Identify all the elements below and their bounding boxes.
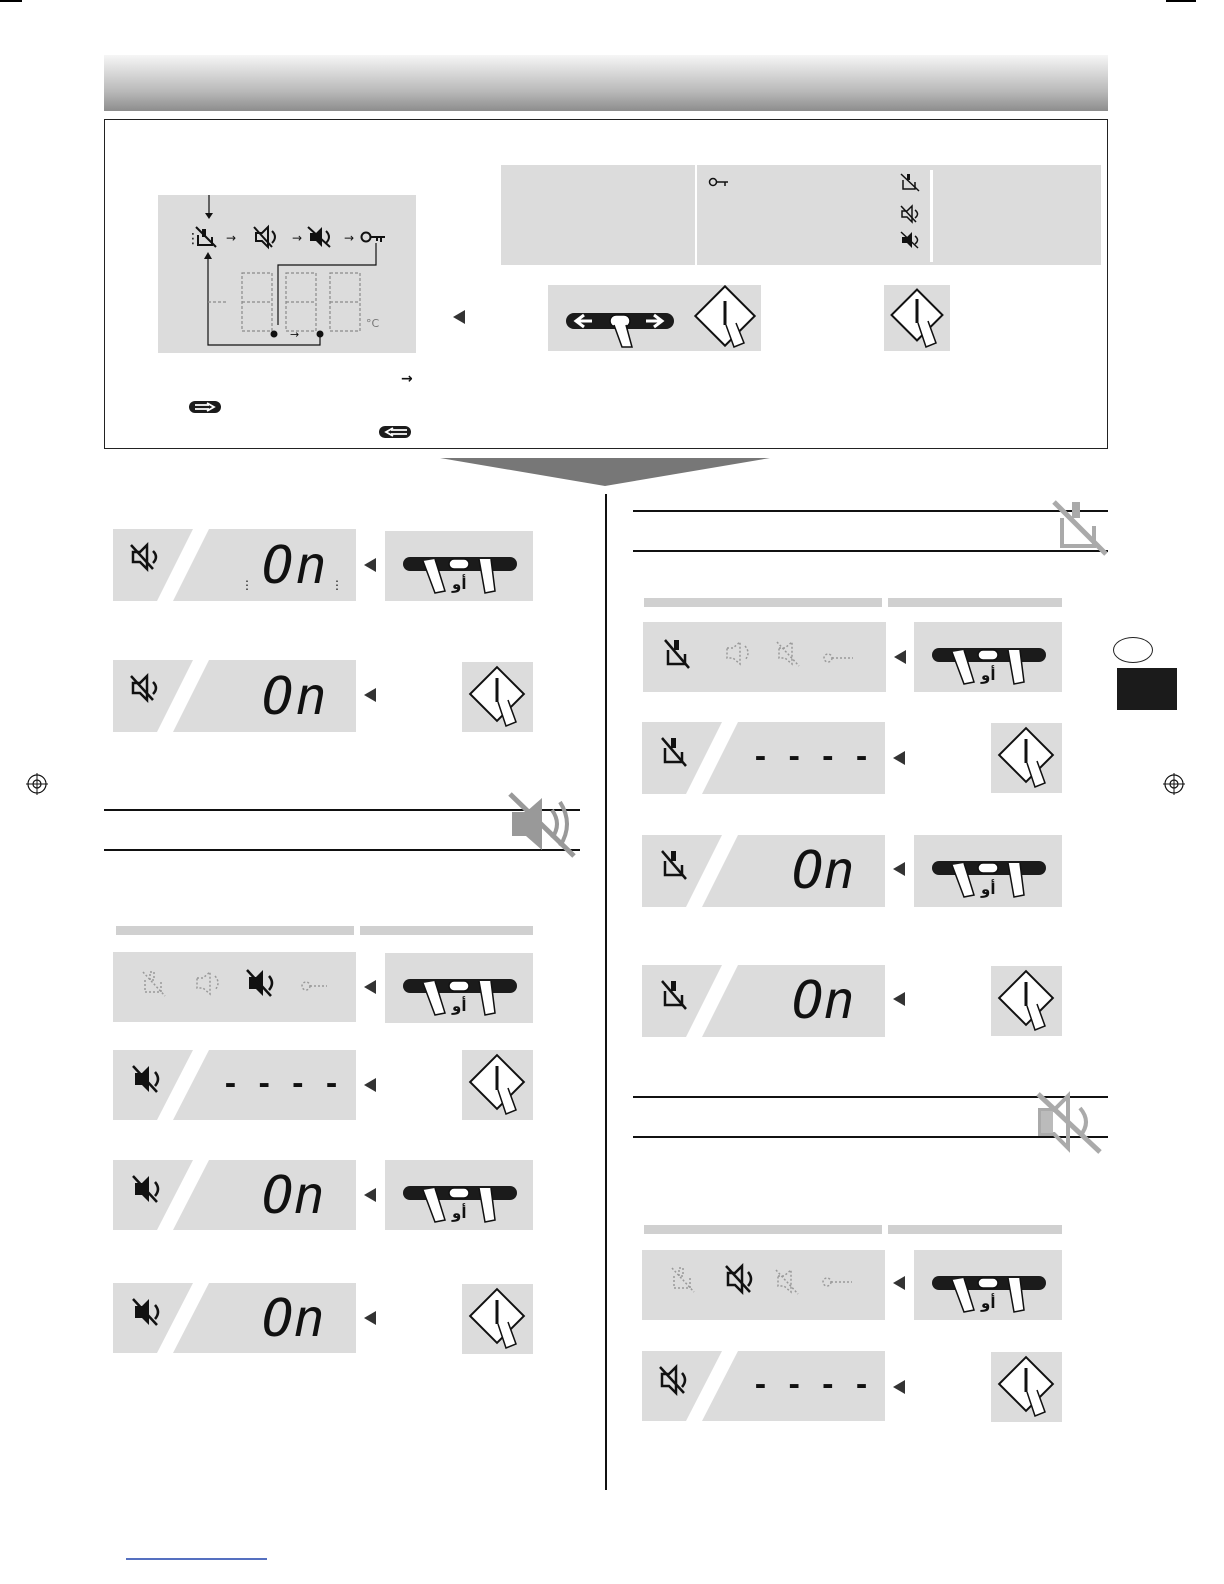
down-triangle-arrow: [440, 456, 770, 488]
table-header-bar: [888, 598, 1062, 607]
dry-off-icon: [143, 972, 165, 996]
display-value: On: [792, 971, 855, 1031]
speaker-mute-icon: [131, 676, 156, 700]
or-label: أو: [452, 1204, 467, 1222]
svg-text:→: →: [344, 231, 355, 245]
svg-text:⋮: ⋮: [331, 578, 343, 592]
dry-off-icon: [662, 738, 686, 766]
arrow-left-icon: [453, 310, 465, 324]
key-icon: [302, 982, 327, 990]
arrow-left-icon: [893, 992, 905, 1006]
panel-divider: [695, 165, 697, 265]
language-tab: [1117, 668, 1177, 710]
arrow-left-icon: [364, 688, 376, 702]
confirm-button-panel[interactable]: [462, 662, 533, 732]
confirm-button-panel[interactable]: [991, 966, 1062, 1036]
beep-mute-icon: [133, 1176, 158, 1202]
confirm-button-icon: [462, 1050, 533, 1120]
confirm-button-icon: [462, 662, 533, 732]
svg-text:⋮: ⋮: [186, 231, 200, 247]
confirm-button-panel[interactable]: [991, 1352, 1062, 1422]
speaker-mute-icon: [660, 1367, 685, 1393]
beep-mute-icon: [900, 230, 922, 250]
speaker-mute-icon: [254, 227, 275, 247]
display-icon-select-beep: [113, 952, 356, 1022]
display-value: - - - -: [752, 740, 871, 773]
confirm-button-panel[interactable]: [991, 723, 1062, 793]
beep-mute-icon: [133, 1066, 158, 1092]
svg-text:°C: °C: [366, 317, 380, 330]
display-value: On: [262, 536, 329, 596]
select-button-panel[interactable]: [548, 285, 761, 351]
speaker-mute-icon: [1036, 1090, 1106, 1154]
select-button-icon: [548, 285, 761, 351]
svg-text:→: →: [292, 231, 303, 245]
display-value: On: [262, 1166, 325, 1226]
speaker-mute-icon: [726, 1266, 751, 1292]
dry-off-icon: [662, 981, 686, 1009]
arrow-left-icon: [893, 1276, 905, 1290]
svg-text:→: →: [290, 328, 300, 341]
display-value: - - - -: [222, 1067, 341, 1100]
arrow-left-icon: [893, 862, 905, 876]
speaker-mute-icon: [900, 204, 922, 224]
display-value: - - - -: [752, 1368, 871, 1401]
speaker-mute-icon: [197, 972, 218, 994]
beep-mute-icon: [776, 1270, 798, 1294]
confirm-button-panel[interactable]: [462, 1050, 533, 1120]
column-divider: [605, 494, 607, 1490]
display-value: On: [792, 841, 855, 901]
mode-info-panel: [501, 165, 1101, 265]
confirm-button-icon: [991, 966, 1062, 1036]
section-rule-top: [633, 510, 1108, 512]
registration-mark-icon: [26, 773, 48, 795]
confirm-button-icon: [462, 1284, 533, 1354]
arrow-left-icon: [364, 980, 376, 994]
table-header-bar: [644, 598, 882, 607]
arrow-left-icon: [364, 1078, 376, 1092]
table-header-bar: [116, 926, 354, 935]
dry-off-icon: [672, 1268, 694, 1292]
beep-mute-icon: [308, 227, 330, 247]
confirm-button-icon: [991, 723, 1062, 793]
key-icon: [824, 654, 853, 662]
crop-mark-top-left: [0, 0, 22, 2]
confirm-button-panel[interactable]: [884, 285, 950, 351]
table-header-bar: [360, 926, 533, 935]
table-header-bar: [644, 1225, 882, 1234]
lcd-overview: [158, 195, 416, 353]
arrow-left-icon: [364, 1188, 376, 1202]
or-label: أو: [981, 666, 996, 684]
or-label: أو: [981, 1294, 996, 1312]
key-icon: [362, 233, 386, 243]
dry-off-icon: [662, 851, 686, 879]
beep-mute-icon: [508, 790, 580, 860]
speaker-mute-icon: [727, 642, 748, 664]
confirm-button-icon: [884, 285, 950, 351]
dry-off-icon: [665, 640, 689, 668]
or-label: أو: [452, 997, 467, 1015]
display-value: On: [262, 1289, 325, 1349]
key-icon: [708, 175, 732, 191]
right-button-icon: [189, 400, 223, 414]
display-value: On: [262, 667, 329, 727]
section-rule-bottom: [633, 550, 1108, 552]
key-icon: [823, 1278, 852, 1286]
dry-off-icon: [1050, 498, 1110, 558]
confirm-button-icon: [991, 1352, 1062, 1422]
language-badge: [1113, 637, 1153, 663]
lcd-overview-diagram: [158, 195, 416, 353]
legend-arrow: →: [401, 371, 413, 387]
left-button-icon: [379, 425, 413, 439]
arrow-left-icon: [364, 1311, 376, 1325]
speaker-mute-icon: [131, 545, 156, 569]
footer-link-underline: [126, 1558, 267, 1560]
crop-mark-top-right: [1166, 0, 1196, 2]
arrow-left-icon: [893, 751, 905, 765]
display-icon-select-dry: [643, 622, 886, 692]
or-label: أو: [981, 880, 996, 898]
display-icon-select-speaker: [642, 1250, 885, 1320]
svg-text:→: →: [226, 231, 237, 245]
beep-mute-icon: [247, 970, 272, 996]
beep-mute-icon: [133, 1299, 158, 1325]
section-header-bar: [104, 55, 1108, 111]
arrow-left-icon: [364, 558, 376, 572]
arrow-left-icon: [893, 1380, 905, 1394]
table-header-bar: [888, 1225, 1062, 1234]
arrow-left-icon: [894, 650, 906, 664]
beep-mute-icon: [777, 642, 799, 666]
dry-off-icon: [900, 172, 922, 192]
or-label: أو: [452, 575, 467, 593]
registration-mark-icon: [1163, 773, 1185, 795]
confirm-button-panel[interactable]: [462, 1284, 533, 1354]
svg-text:⋮: ⋮: [241, 578, 253, 592]
panel-divider-right: [930, 170, 933, 262]
